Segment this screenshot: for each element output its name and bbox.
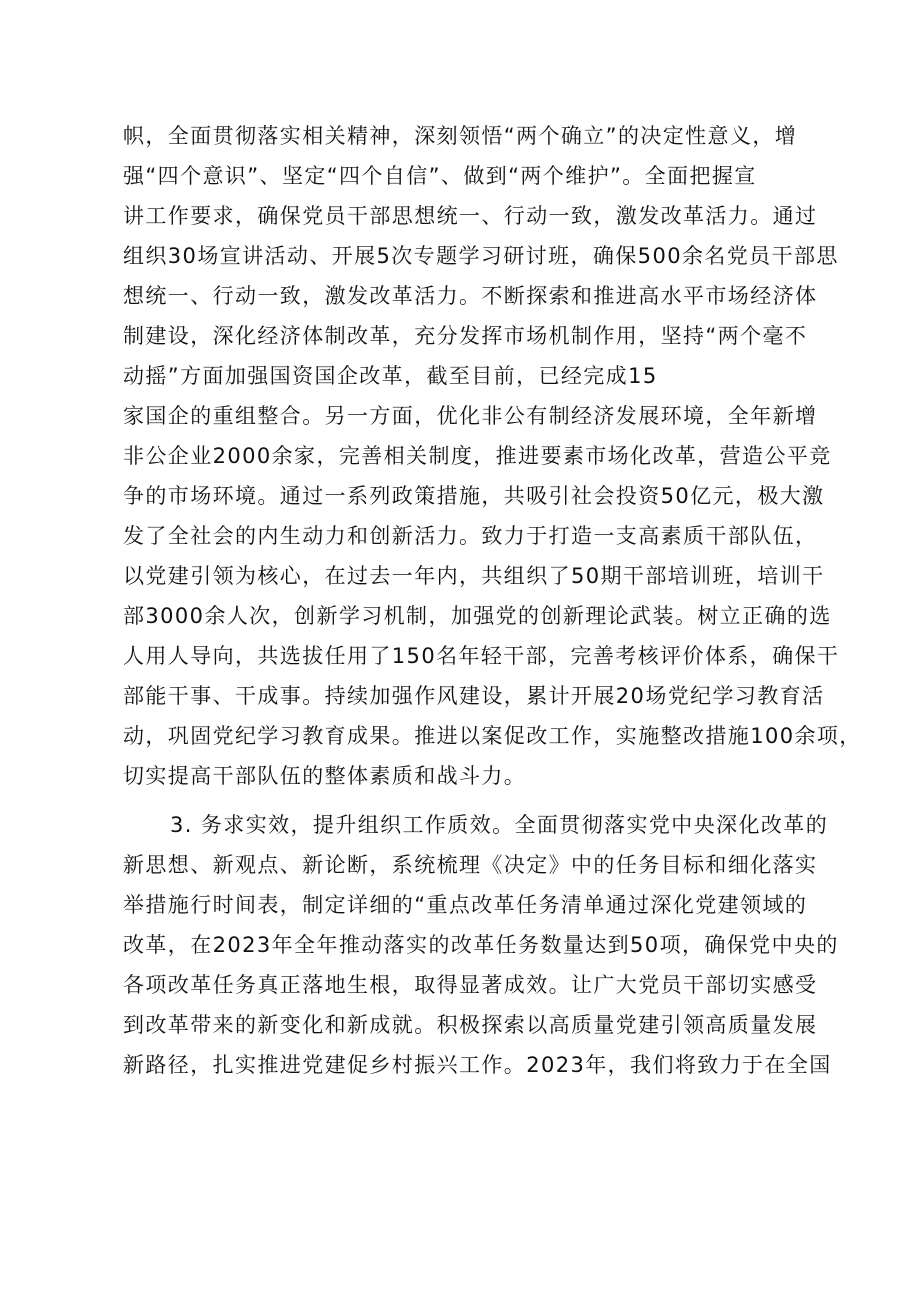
- text-line: 强“四个意识”、坚定“四个自信”、做到“两个维护”。全面把握宣: [123, 164, 757, 188]
- text-line: 讲工作要求，确保党员干部思想统一、行动一致，激发改革活力。通过: [123, 204, 818, 228]
- text-line: 人用人导向，共选拔任用了150名年轻干部，完善考核评价体系，确保干: [123, 644, 840, 668]
- text-line: 改革，在2023年全年推动落实的改革任务数量达到50项，确保党中央的: [123, 933, 839, 957]
- text-line: 争的市场环境。通过一系列政策措施，共吸引社会投资50亿元，极大激: [123, 484, 825, 508]
- text-line: 帜，全面贯彻落实相关精神，深刻领悟“两个确立”的决定性意义，增: [123, 124, 798, 148]
- text-line: 部能干事、干成事。持续加强作风建设，累计开展20场党纪学习教育活: [123, 684, 825, 708]
- text-line: 动摇”方面加强国资国企改革，截至目前，已经完成15: [123, 364, 658, 388]
- text-line: 组织30场宣讲活动、开展5次专题学习研讨班，确保500余名党员干部思: [123, 244, 839, 268]
- paragraph-spacer: [123, 796, 813, 805]
- text-line: 想统一、行动一致，激发改革活力。不断探索和推进高水平市场经济体: [123, 284, 818, 308]
- text-line: 制建设，深化经济体制改革，充分发挥市场机制作用，坚持“两个毫不: [123, 324, 808, 348]
- text-line: 动，巩固党纪学习教育成果。推进以案促改工作，实施整改措施100余项，: [123, 724, 862, 748]
- text-line: 家国企的重组整合。另一方面，优化非公有制经济发展环境，全年新增: [123, 404, 818, 428]
- text-line: 切实提高干部队伍的整体素质和战斗力。: [123, 764, 527, 788]
- text-line: 非公企业2000余家，完善相关制度，推进要素市场化改革，营造公平竞: [123, 444, 832, 468]
- text-line: 新思想、新观点、新论断，系统梳理《决定》中的任务目标和细化落实: [123, 853, 818, 877]
- text-line: 发了全社会的内生动力和创新活力。致力于打造一支高素质干部队伍，: [123, 524, 818, 548]
- text-line: 部3000余人次，创新学习机制，加强党的创新理论武装。树立正确的选: [123, 604, 832, 628]
- paragraph-2: [123, 805, 839, 1085]
- text-line: 新路径，扎实推进党建促乡村振兴工作。2023年，我们将致力于在全国: [123, 1053, 832, 1077]
- text-line: 到改革带来的新变化和新成就。积极探索以高质量党建引领高质量发展: [123, 1013, 818, 1037]
- section-heading-line: 3. 务求实效，提升组织工作质效。全面贯彻落实党中央深化改革的: [170, 813, 829, 837]
- document-body: [123, 116, 862, 1085]
- text-line: 以党建引领为核心，在过去一年内，共组织了50期干部培训班，培训干: [123, 564, 825, 588]
- text-line: 举措施行时间表，制定详细的“重点改革任务清单通过深化党建领域的: [123, 893, 808, 917]
- text-line: 各项改革任务真正落地生根，取得显著成效。让广大党员干部切实感受: [123, 973, 818, 997]
- paragraph-1: [123, 116, 862, 796]
